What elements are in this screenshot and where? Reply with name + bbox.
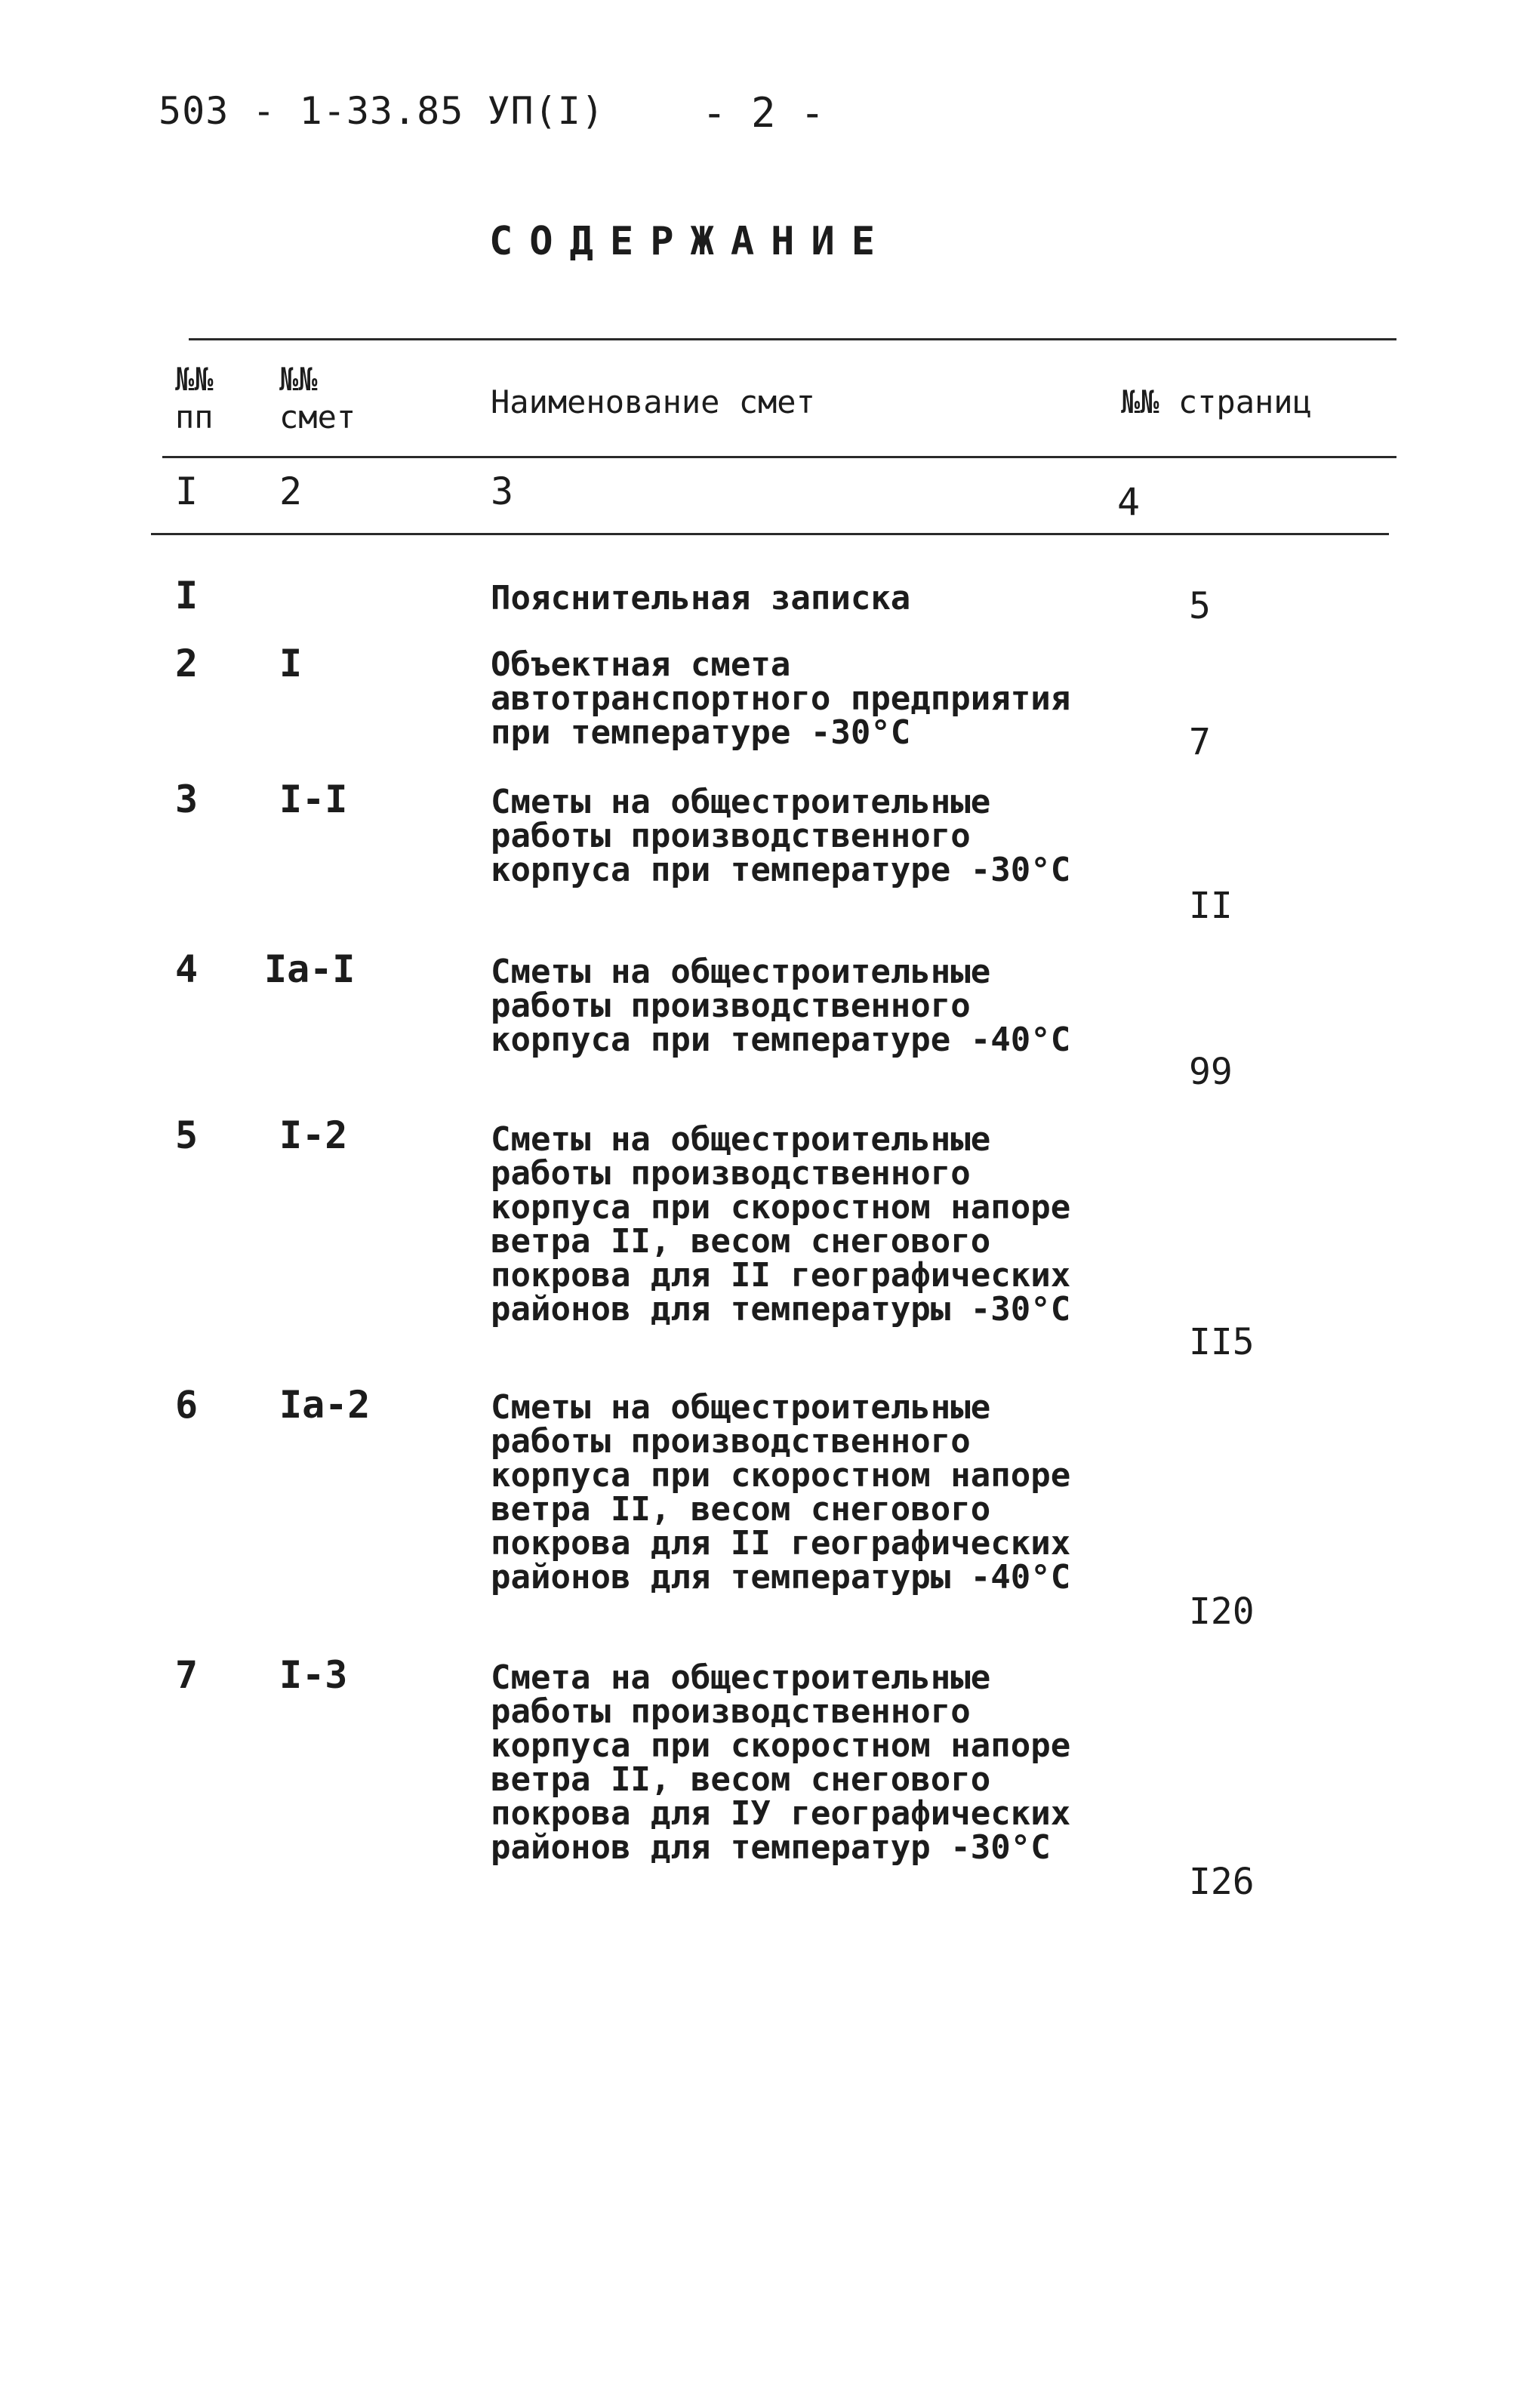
page-title: СОДЕРЖАНИЕ — [489, 219, 892, 264]
column-number: 3 — [491, 470, 514, 513]
header-bottom-rule — [162, 456, 1396, 458]
column-number: I — [175, 470, 199, 513]
table-row-name: Пояснительная записка — [491, 579, 911, 617]
table-row-number: 6 — [175, 1383, 199, 1427]
table-row-number: I — [175, 574, 199, 617]
column-numbers-rule — [151, 533, 1389, 535]
table-row-code: Iа-2 — [279, 1383, 371, 1427]
table-row-name: Объектная смета автотранспортного предприятия при температуре -30°С — [491, 645, 1071, 752]
table-row-name: Сметы на общестроительные работы производственного корпуса при скоростном напоре ветра II, весом снегового покрова для II географических районов для температуры -40°С — [491, 1388, 1071, 1597]
table-row-name: Смета на общестроительные работы производственного корпуса при скоростном напоре ветра II, весом снегового покрова для IУ географических районов для температур -30°С — [491, 1658, 1071, 1867]
table-top-rule — [189, 338, 1396, 340]
column-number: 4 — [1117, 480, 1141, 524]
table-row-code: Iа-I — [264, 947, 356, 991]
table-row-page: 7 — [1189, 721, 1211, 763]
header-row-number: №№ пп — [175, 361, 214, 436]
table-row-code: I — [279, 642, 303, 685]
table-row-page: 5 — [1189, 585, 1211, 627]
header-pages: №№ страниц — [1121, 383, 1312, 420]
table-row-code: I-I — [279, 778, 348, 821]
table-row-name: Сметы на общестроительные работы производственного корпуса при температуре -30°С — [491, 783, 1071, 889]
header-estimate-number: №№ смет — [279, 361, 356, 436]
document-code: 503 - 1-33.85 УП(I) — [159, 89, 605, 133]
table-row-page: 99 — [1189, 1051, 1233, 1093]
table-row-number: 4 — [175, 947, 199, 991]
table-row-code: I-2 — [279, 1113, 348, 1157]
table-row-name: Сметы на общестроительные работы производственного корпуса при температуре -40°С — [491, 953, 1071, 1059]
column-number: 2 — [279, 470, 303, 513]
table-row-code: I-3 — [279, 1653, 348, 1697]
table-row-number: 3 — [175, 778, 199, 821]
table-row-page: II — [1189, 885, 1233, 927]
page-number: - 2 - — [702, 89, 825, 137]
table-row-number: 7 — [175, 1653, 199, 1697]
table-row-page: II5 — [1189, 1321, 1255, 1363]
table-row-page: I26 — [1189, 1861, 1255, 1903]
table-row-number: 5 — [175, 1113, 199, 1157]
header-estimate-name: Наименование смет — [491, 383, 815, 420]
table-row-name: Сметы на общестроительные работы производственного корпуса при скоростном напоре ветра II, весом снегового покрова для II географических районов для температуры -30°С — [491, 1120, 1071, 1329]
table-row-number: 2 — [175, 642, 199, 685]
table-row-page: I20 — [1189, 1590, 1255, 1633]
